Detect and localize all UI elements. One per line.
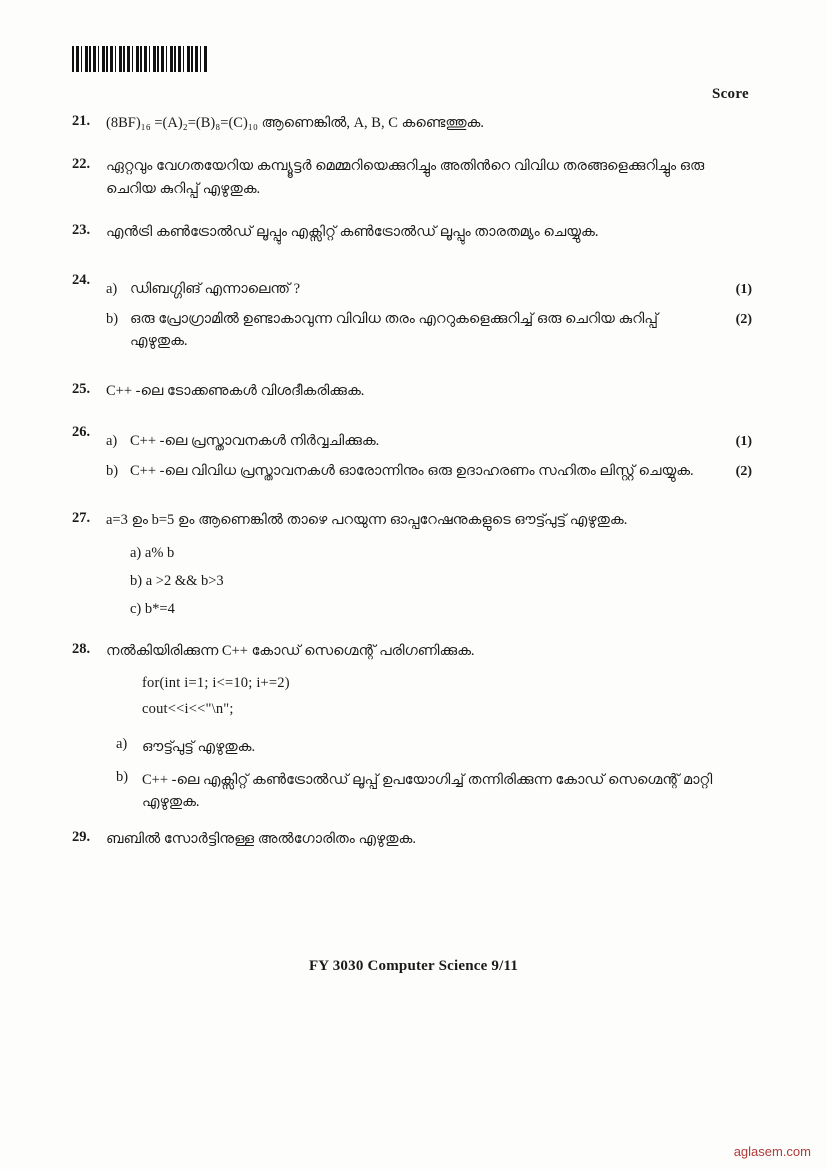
question-marks bbox=[712, 221, 752, 222]
subpart-text: C++ -ലെ പ്രസ്താവനകൾ നിർവ്വചിക്കുക. bbox=[130, 432, 380, 449]
question-item bbox=[72, 423, 752, 482]
subpart-text: ഡിബഗ്ഗിങ് എന്നാലെന്ത് ? bbox=[130, 280, 301, 297]
question-subpart bbox=[106, 278, 752, 301]
subpart-label: a) bbox=[106, 280, 118, 297]
question-text: a=3 ഉം b=5 ഉം ആണെങ്കിൽ താഴെ പറയുന്ന ഓപ്പറേഷനുകളുടെ ഔട്ട്പുട്ട് എഴുതുക. bbox=[106, 512, 628, 529]
question-subparts bbox=[106, 271, 752, 353]
question-number: 27. bbox=[72, 510, 91, 527]
question-marks bbox=[712, 640, 752, 641]
question-number: 22. bbox=[72, 156, 91, 173]
question-number: 28. bbox=[72, 640, 91, 657]
question-number: 26. bbox=[72, 423, 91, 440]
barcode-icon bbox=[72, 46, 208, 72]
subpart-label: a) bbox=[116, 736, 128, 753]
subpart-text: ഒരു പ്രോഗ്രാമിൽ ഉണ്ടാകാവുന്ന വിവിധ തരം എററുകളെക്കുറിച്ച് ഒരു ചെറിയ കുറിപ്പ് എഴുതുക. bbox=[130, 310, 658, 350]
question-subpart bbox=[106, 430, 752, 453]
subpart-marks: (1) bbox=[735, 433, 752, 449]
subpart-label: b) bbox=[106, 462, 119, 479]
question-text: ബബിൽ സോർട്ടിനുള്ള അൽഗോരിതം എഴുതുക. bbox=[106, 830, 416, 847]
question-item bbox=[72, 112, 752, 134]
question-text: (8BF)₁₆ =(A)₂=(B)₈=(C)₁₀ ആണെങ്കിൽ, A, B, C കണ്ടെത്തുക. bbox=[106, 115, 484, 131]
question-item bbox=[72, 509, 752, 531]
question-number: 23. bbox=[72, 222, 91, 239]
question-number: 24. bbox=[72, 271, 91, 288]
question-item bbox=[72, 640, 752, 662]
subpart-text: ഔട്ട്പുട്ട് എഴുതുക. bbox=[142, 739, 256, 756]
subpart-text: C++ -ലെ എക്സിറ്റ് കൺട്രോൽഡ് ലൂപ്പ് ഉപയോഗിച്ച് തന്നിരിക്കുന്ന കോഡ് സെഗ്മെന്റ് മാറ്റി എഴുതുക. bbox=[142, 771, 713, 811]
question-item bbox=[72, 155, 752, 200]
question-text: C++ -ലെ ടോക്കണുകൾ വിശദീകരിക്കുക. bbox=[106, 382, 365, 399]
subpart-label: b) bbox=[106, 310, 119, 327]
question-marks bbox=[712, 828, 752, 829]
question-subparts bbox=[106, 423, 752, 482]
question-subpart bbox=[116, 769, 752, 814]
question-option: a) a% b bbox=[130, 544, 175, 561]
question-item bbox=[72, 828, 752, 850]
code-line: for(int i=1; i<=10; i+=2) bbox=[142, 675, 290, 692]
subpart-marks: (1) bbox=[735, 281, 752, 297]
subpart-text: C++ -ലെ വിവിധ പ്രസ്താവനകൾ ഓരോന്നിനും ഒരു ഉദാഹരണം സഹിതം ലിസ്റ്റ് ചെയ്യുക. bbox=[130, 462, 694, 479]
question-marks bbox=[712, 112, 752, 113]
watermark: aglasem.com bbox=[733, 1144, 811, 1159]
subpart-marks: (2) bbox=[735, 311, 752, 327]
question-option: c) b*=4 bbox=[130, 600, 175, 617]
code-line: cout<<i<<"\n"; bbox=[142, 701, 234, 718]
question-item bbox=[72, 271, 752, 353]
question-subpart bbox=[106, 308, 752, 353]
question-list bbox=[72, 112, 752, 863]
question-number: 25. bbox=[72, 380, 91, 397]
subpart-label: b) bbox=[116, 768, 129, 785]
score-label: Score bbox=[711, 86, 749, 102]
question-marks bbox=[712, 509, 752, 510]
subpart-marks: (2) bbox=[735, 463, 752, 479]
page-footer: FY 3030 Computer Science 9/11 bbox=[308, 958, 519, 974]
question-item bbox=[72, 221, 752, 243]
subpart-label: a) bbox=[106, 432, 118, 449]
question-marks bbox=[712, 155, 752, 156]
question-text: എൻട്രി കൺട്രോൽഡ് ലൂപ്പും എക്സിറ്റ് കൺട്രോൽഡ് ലൂപ്പും താരതമ്യം ചെയ്യുക. bbox=[106, 224, 599, 241]
question-item bbox=[72, 380, 752, 402]
question-text: നൽകിയിരിക്കുന്ന C++ കോഡ് സെഗ്മെന്റ് പരിഗണിക്കുക. bbox=[106, 642, 475, 659]
question-option: b) a >2 && b>3 bbox=[130, 572, 224, 589]
question-subpart bbox=[116, 736, 752, 758]
question-number: 21. bbox=[72, 113, 91, 129]
question-marks bbox=[712, 380, 752, 381]
question-text: ഏറ്റവും വേഗതയേറിയ കമ്പ്യൂട്ടർ മെമ്മറിയെക്കുറിച്ചും അതിൻറെ വിവിധ തരങ്ങളെക്കുറിച്ചും ഒരു ചെറിയ കുറിപ്പ് എഴുതുക. bbox=[106, 158, 705, 197]
question-subpart bbox=[106, 460, 752, 483]
question-number: 29. bbox=[72, 828, 91, 845]
